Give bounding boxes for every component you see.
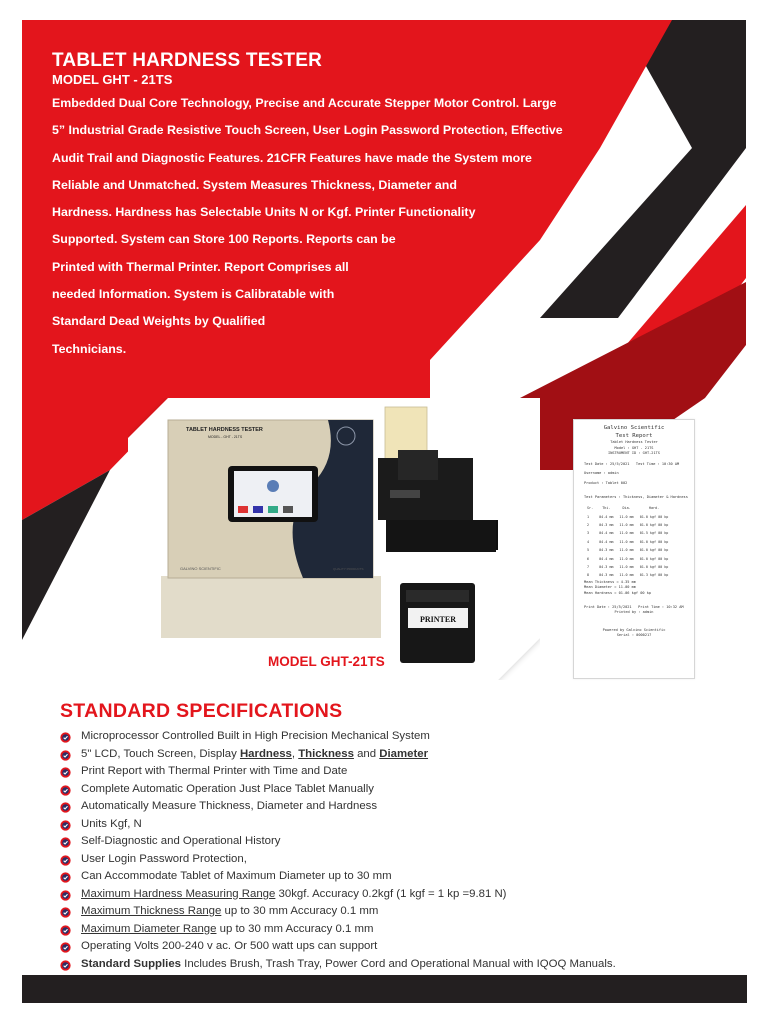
hero-text xyxy=(52,50,612,363)
description-line: Audit Trail and Diagnostic Features. 21CFR Features have made the System more xyxy=(52,150,532,165)
spec-item xyxy=(60,833,750,851)
description-line: 5” Industrial Grade Resistive Touch Screen, User Login Password Protection, Effective xyxy=(52,123,563,138)
description-line: Embedded Dual Core Technology, Precise and Accurate Stepper Motor Control. Large xyxy=(52,96,557,110)
spec-item xyxy=(60,851,750,869)
report-cell: 04.4 mm xyxy=(599,539,614,544)
report-cell: 3 xyxy=(587,531,590,536)
product-photo xyxy=(128,398,540,680)
description-line: Printed with Thermal Printer. Report Comprises all xyxy=(52,259,349,274)
description-line: Technicians. xyxy=(52,341,127,356)
report-cell: 11.0 mm xyxy=(619,565,634,569)
spec-item xyxy=(60,868,750,886)
product-title: TABLET HARDNESS TESTER xyxy=(52,50,323,71)
report-cell: 04.4 mm xyxy=(599,556,614,561)
thermal-printer xyxy=(400,583,475,663)
spec-text: Units Kgf, N xyxy=(81,817,142,830)
report-cell: 11.0 mm xyxy=(619,531,634,536)
spec-item xyxy=(60,798,750,816)
report-cell: 04.4 mm xyxy=(599,531,614,536)
product-caption: MODEL GHT-21TS xyxy=(268,654,385,669)
spec-item xyxy=(60,938,750,956)
spec-text: up to 30 mm Accuracy 0.1 mm xyxy=(216,922,374,935)
report-table xyxy=(584,504,671,580)
bullet-icon xyxy=(60,837,71,848)
report-cell: 11.0 mm xyxy=(619,539,634,544)
report-cell: 11.0 mm xyxy=(619,522,634,527)
report-cell: 8 xyxy=(587,573,590,578)
bullet-icon xyxy=(60,942,71,953)
report-column-header: Dia. xyxy=(622,506,631,511)
report-mean-thickness: Mean Thickness = 4.35 mm xyxy=(584,579,636,584)
spec-text: Print Report with Thermal Printer with Time and Date xyxy=(81,765,348,777)
spec-text: Maximum Hardness Measuring Range xyxy=(81,887,276,900)
report-mean-diameter: Mean Diameter = 11.00 mm xyxy=(584,585,636,590)
spec-item xyxy=(60,781,750,799)
bullet-icon xyxy=(60,890,71,901)
bullet-icon xyxy=(60,785,71,796)
report-cell: 01.0 kgf 00 kp xyxy=(639,522,669,527)
bullet-icon xyxy=(60,872,71,883)
report-cell: 5 xyxy=(587,548,590,553)
report-product: Product : Tablet 002 xyxy=(584,480,628,485)
report-cell: 11.0 mm xyxy=(619,514,634,519)
spec-text: User Login Password Protection, xyxy=(81,852,247,865)
spec-text: Operating Volts 200-240 v ac. Or 500 watt ups can support xyxy=(81,940,378,952)
report-cell: 04.3 mm xyxy=(599,522,614,527)
printer-label: PRINTER xyxy=(419,615,457,624)
report-cell: 01.0 kgf 00 kp xyxy=(639,565,669,569)
description-line: Supported. System can Store 100 Reports. Reports can be xyxy=(52,232,396,247)
report-cell: 01.0 kgf 00 kp xyxy=(639,548,669,553)
specifications-section xyxy=(60,698,750,973)
report-sub2: Model : GHT - 21TS xyxy=(614,445,654,450)
report-printed-by: Printed by : admin xyxy=(614,610,654,615)
report-cell: 04.3 mm xyxy=(599,565,614,569)
description-line: Reliable and Unmatched. System Measures Thickness, Diameter and xyxy=(52,177,457,192)
spec-text: Maximum Diameter Range xyxy=(81,922,217,935)
report-params: Test Parameters : Thickness, Diameter & Hardness xyxy=(584,494,688,499)
device-brand: GALVINO SCIENTIFIC xyxy=(180,566,221,571)
spec-text: Complete Automatic Operation Just Place Tablet Manually xyxy=(81,782,374,795)
report-column-header: Sr. xyxy=(587,506,594,511)
report-cell: 01.0 kgf 00 kp xyxy=(639,514,669,519)
product-description xyxy=(52,90,612,363)
bullet-icon xyxy=(60,925,71,936)
device-model: MODEL - GHT - 21TS xyxy=(208,435,243,439)
device-tag: QUALITY PRODUCTS xyxy=(333,567,364,571)
report-sub1: Tablet Hardness Tester xyxy=(610,440,658,444)
spec-text: , xyxy=(291,747,299,760)
report-cell: 04.3 mm xyxy=(599,548,614,553)
bullet-icon xyxy=(60,960,71,971)
report-cell: 7 xyxy=(587,565,590,569)
report-operator: Username : admin xyxy=(584,471,619,476)
spec-text: Self-Diagnostic and Operational History xyxy=(81,835,281,847)
spec-text: Hardness xyxy=(239,747,292,760)
dark-band-bottom xyxy=(22,975,747,1003)
description-line: Hardness. Hardness has Selectable Units N or Kgf. Printer Functionality xyxy=(52,205,476,220)
specifications-heading: STANDARD SPECIFICATIONS xyxy=(60,700,343,722)
spec-text: Standard Supplies xyxy=(81,957,182,970)
report-row xyxy=(584,529,671,537)
report-cell: 6 xyxy=(587,556,590,561)
report-cell: 1 xyxy=(587,514,590,519)
report-cell: 01.3 kgf 00 kp xyxy=(639,573,669,578)
spec-text: Maximum Thickness Range xyxy=(81,905,222,917)
spec-item xyxy=(60,746,750,764)
spec-item xyxy=(60,921,750,939)
report-row xyxy=(584,546,671,554)
spec-item xyxy=(60,903,750,921)
report-title: Test Report xyxy=(615,433,653,439)
test-report-slip xyxy=(573,419,695,679)
report-cell: 04.3 mm xyxy=(599,573,614,578)
report-mean-hardness: Mean Hardness = 01.06 kgf 00 kp xyxy=(584,591,652,595)
bullet-icon xyxy=(60,767,71,778)
report-cell: 11.0 mm xyxy=(619,556,634,561)
description-line: Standard Dead Weights by Qualified xyxy=(52,314,266,329)
spec-item xyxy=(60,728,750,746)
report-cell: 2 xyxy=(587,522,590,527)
report-row xyxy=(584,538,671,546)
report-cell: 01.0 kgf 00 kp xyxy=(639,539,669,544)
spec-text: Includes Brush, Trash Tray, Power Cord and Operational Manual with IQOQ Manuals. xyxy=(181,957,616,970)
report-test-date: Test Date : 25/5/2021 Test Time : 10:30 AM xyxy=(584,461,680,466)
bullet-icon xyxy=(60,907,71,918)
spec-text: Diameter xyxy=(379,747,429,760)
report-cell: 04.4 mm xyxy=(599,514,614,519)
report-sub3: INSTRUMENT ID : GHT-21TS xyxy=(608,451,660,456)
report-footer1: Powered by Galvino Scientific xyxy=(602,627,666,632)
spec-text: 30kgf. Accuracy 0.2kgf (1 kgf = 1 kp =9.81 N) xyxy=(275,887,507,900)
bullet-icon xyxy=(60,855,71,866)
report-row xyxy=(584,563,671,571)
report-row xyxy=(584,555,671,563)
spec-text: Can Accommodate Tablet of Maximum Diameter up to 30 mm xyxy=(81,870,392,882)
report-cell: 4 xyxy=(587,539,590,544)
bullet-icon xyxy=(60,802,71,813)
spec-text: and xyxy=(353,747,380,760)
specifications-list xyxy=(60,728,750,973)
spec-text: up to 30 mm Accuracy 0.1 mm xyxy=(221,905,379,917)
report-column-header: Thi. xyxy=(602,506,611,511)
report-row xyxy=(584,571,671,579)
product-model: MODEL GHT - 21TS xyxy=(52,72,173,87)
spec-text: Thickness xyxy=(298,747,354,760)
bullet-icon xyxy=(60,750,71,761)
report-cell: 01.5 kgf 00 kp xyxy=(639,531,669,536)
bullet-icon xyxy=(60,820,71,831)
bullet-icon xyxy=(60,732,71,743)
spec-text: 5" LCD, Touch Screen, Display xyxy=(81,747,240,760)
description-line: needed Information. System is Calibratable with xyxy=(52,287,335,302)
report-cell: 11.0 mm xyxy=(619,573,634,578)
report-company: Galvino Scientific xyxy=(603,425,665,431)
spec-item xyxy=(60,886,750,904)
report-print-date: Print Date : 25/5/2021 Print Time : 10:32 AM xyxy=(584,604,684,609)
spec-text: Microprocessor Controlled Built in High Precision Mechanical System xyxy=(81,730,430,742)
spec-text: Automatically Measure Thickness, Diameter and Hardness xyxy=(81,800,378,812)
device-title: TABLET HARDNESS TESTER xyxy=(186,427,263,433)
report-row xyxy=(584,521,671,529)
report-cell: 01.0 kgf 00 kp xyxy=(639,556,669,561)
spec-item xyxy=(60,956,750,974)
report-column-header: Hard. xyxy=(648,506,660,511)
spec-item xyxy=(60,763,750,781)
report-cell: 11.0 mm xyxy=(619,548,634,553)
report-footer2: Serial : 0000217 xyxy=(616,633,652,638)
report-row xyxy=(584,513,671,521)
spec-item xyxy=(60,816,750,834)
